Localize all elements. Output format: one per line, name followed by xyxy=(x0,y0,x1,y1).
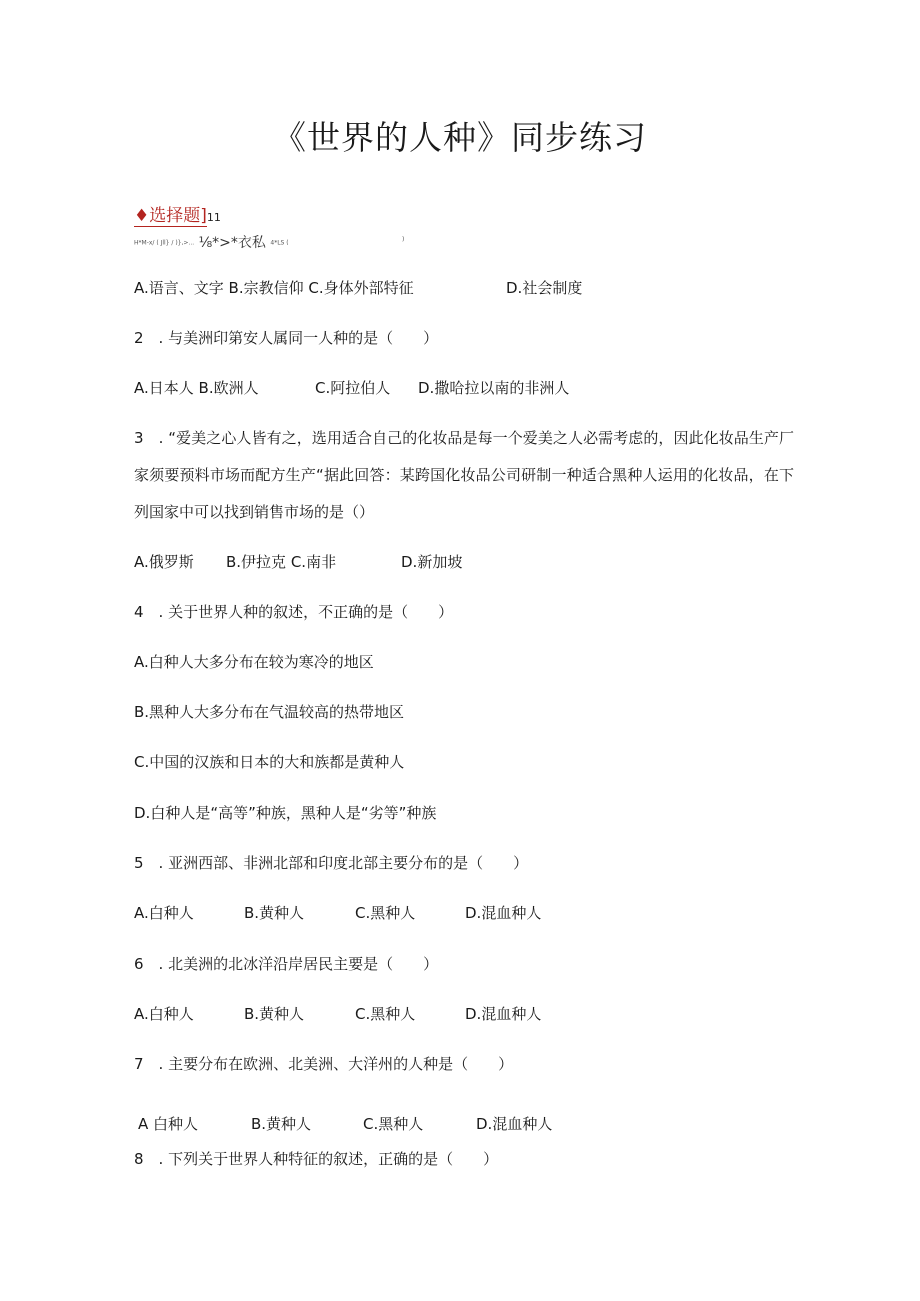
section-header xyxy=(134,206,221,228)
q3-option-d: D.新加坡 xyxy=(401,553,463,571)
q4-option-c: C.中国的汉族和日本的大和族都是黄种人 xyxy=(134,753,405,771)
q2-option-c: C.阿拉伯人 xyxy=(315,379,391,397)
question-1-stem-garbled xyxy=(134,232,405,252)
q7-option-c: C.黑种人 xyxy=(363,1115,424,1133)
garbled-text-right: 4*LS ( xyxy=(270,239,289,247)
q3-option-bc: B.伊拉克 C.南非 xyxy=(226,553,337,571)
section-number: 11 xyxy=(206,211,221,224)
q6-option-d: D.混血种人 xyxy=(465,1005,542,1023)
q4-option-b: B.黑种人大多分布在气温较高的热带地区 xyxy=(134,703,405,721)
garbled-paren: ) xyxy=(402,236,405,243)
q4-option-d: D.白种人是“高等”种族，黑种人是“劣等”种族 xyxy=(134,804,437,822)
q5-stem: 5 . 亚洲西部、非洲北部和印度北部主要分布的是（ ） xyxy=(134,854,529,872)
section-bracket: ] xyxy=(200,206,207,226)
q2-option-d: D.撒哈拉以南的非洲人 xyxy=(418,379,570,397)
q1-option-abc: A.语言、文字 B.宗教信仰 C.身体外部特征 xyxy=(134,279,414,297)
section-heading xyxy=(134,206,207,227)
garbled-text-middle: ⅛*>*衣私 xyxy=(198,235,266,251)
q7-option-b: B.黄种人 xyxy=(251,1115,312,1133)
q3-stem: 3 . “爱美之心人皆有之，选用适合自己的化妆品是每一个爱美之人必需考虑的，因此化妆品生产厂家须要预料市场而配方生产“据此回答：某跨国化妆品公司研制一种适合黑种人运用的化妆品，在下列国家中可以找到销售市场的是（） xyxy=(134,429,794,521)
bullet-icon: ♦ xyxy=(134,206,150,226)
q5-option-d: D.混血种人 xyxy=(465,904,542,922)
q5-option-a: A.白种人 xyxy=(134,904,194,922)
q6-option-c: C.黑种人 xyxy=(355,1005,416,1023)
q1-option-d: D.社会制度 xyxy=(506,279,583,297)
q5-option-b: B.黄种人 xyxy=(244,904,305,922)
q5-option-c: C.黑种人 xyxy=(355,904,416,922)
page-title: 《世界的人种》同步练习 xyxy=(273,118,647,157)
q4-stem: 4 . 关于世界人种的叙述，不正确的是（ ） xyxy=(134,603,454,621)
q6-stem: 6 . 北美洲的北冰洋沿岸居民主要是（ ） xyxy=(134,955,439,973)
q2-option-ab: A.日本人 B.欧洲人 xyxy=(134,379,259,397)
q4-option-a: A.白种人大多分布在较为寒冷的地区 xyxy=(134,653,374,671)
q8-stem: 8 . 下列关于世界人种特征的叙述，正确的是（ ） xyxy=(134,1150,499,1168)
q7-option-d: D.混血种人 xyxy=(476,1115,553,1133)
q6-option-a: A.白种人 xyxy=(134,1005,194,1023)
garbled-text-left: H*M-x/ ( Jll} / )},>... xyxy=(134,239,195,247)
q6-option-b: B.黄种人 xyxy=(244,1005,305,1023)
section-heading-text: 选择题 xyxy=(149,206,201,226)
q2-stem: 2 . 与美洲印第安人属同一人种的是（ ） xyxy=(134,329,439,347)
q7-option-a: A 白种人 xyxy=(138,1115,199,1133)
q7-stem: 7 . 主要分布在欧洲、北美洲、大洋州的人种是（ ） xyxy=(134,1055,514,1073)
q3-option-a: A.俄罗斯 xyxy=(134,553,194,571)
